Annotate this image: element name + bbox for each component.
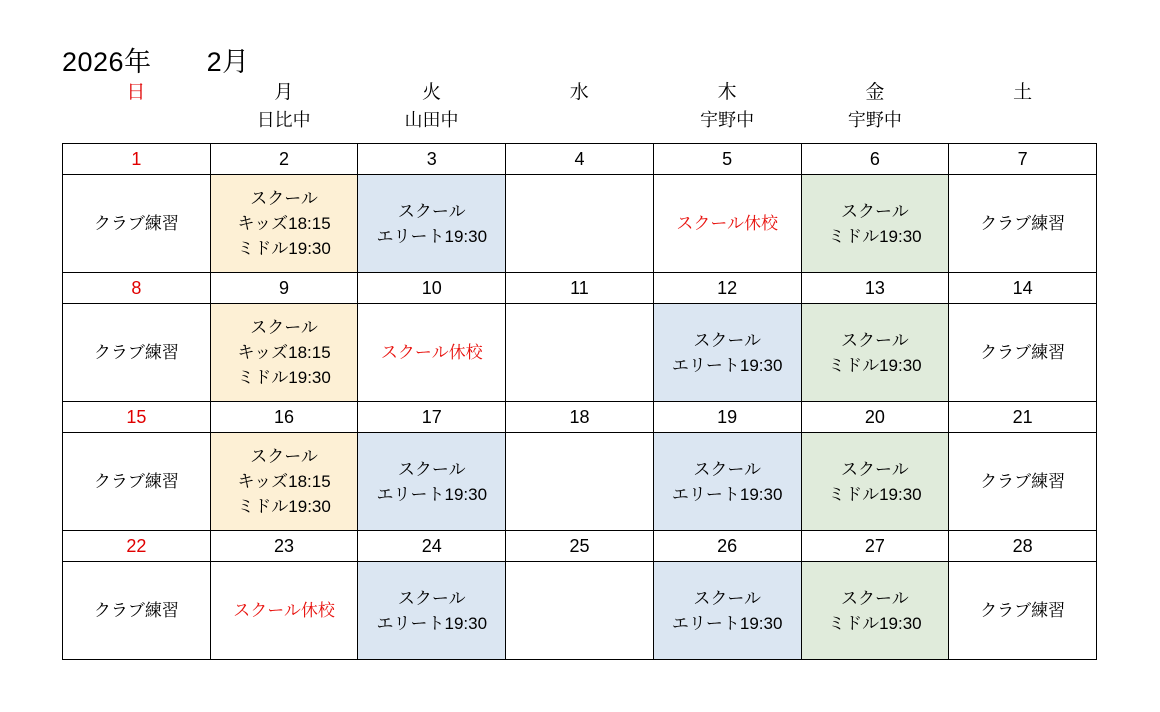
event-cell[interactable] <box>358 562 506 660</box>
event-cell[interactable] <box>506 562 654 660</box>
event-line: スクール <box>841 201 909 221</box>
header-column-4 <box>653 80 801 134</box>
event-cell[interactable] <box>210 304 358 402</box>
date-cell[interactable]: 5 <box>653 144 801 175</box>
header-column-6 <box>949 80 1097 134</box>
event-line: スクール <box>397 459 466 479</box>
event-line: キッズ18:15 <box>237 472 331 491</box>
header-dow-label: 火 <box>421 82 441 103</box>
date-number-row <box>63 273 1097 304</box>
event-line: キッズ18:15 <box>237 214 331 233</box>
header-column-1 <box>210 80 358 134</box>
date-cell[interactable]: 22 <box>63 531 211 562</box>
header-column-0 <box>62 80 210 134</box>
event-row <box>63 175 1097 273</box>
date-cell[interactable]: 18 <box>506 402 654 433</box>
event-cell[interactable] <box>63 562 211 660</box>
event-line: ミドル19:30 <box>237 497 331 516</box>
event-line: クラブ練習 <box>980 343 1066 362</box>
header-school-label <box>505 106 653 134</box>
event-line: スクール休校 <box>676 214 778 233</box>
date-cell[interactable]: 26 <box>653 531 801 562</box>
event-line: ミドル19:30 <box>828 484 922 504</box>
event-cell[interactable] <box>801 433 949 531</box>
date-number-row <box>63 402 1097 433</box>
event-row <box>63 433 1097 531</box>
header-school-label: 宇野中 <box>847 110 902 130</box>
calendar-header <box>62 80 1097 134</box>
event-line: スクール <box>841 330 909 350</box>
date-cell[interactable]: 6 <box>801 144 949 175</box>
date-cell[interactable]: 21 <box>949 402 1097 433</box>
event-cell[interactable] <box>358 304 506 402</box>
header-column-3 <box>505 80 653 134</box>
event-line: ミドル19:30 <box>237 239 331 258</box>
event-line: スクール <box>841 459 909 479</box>
date-cell[interactable]: 12 <box>653 273 801 304</box>
event-line: クラブ練習 <box>93 214 179 233</box>
event-cell[interactable] <box>949 562 1097 660</box>
calendar-table <box>62 143 1097 660</box>
header-dow-label: 水 <box>569 82 589 103</box>
event-line: スクール休校 <box>380 343 483 362</box>
event-cell[interactable] <box>358 433 506 531</box>
event-line: エリート19:30 <box>376 613 488 633</box>
event-cell[interactable] <box>949 304 1097 402</box>
event-line: スクール <box>841 588 909 608</box>
header-school-label: 日比中 <box>256 110 311 130</box>
event-line: クラブ練習 <box>980 214 1066 233</box>
date-cell[interactable]: 13 <box>801 273 949 304</box>
event-line: キッズ18:15 <box>237 343 331 362</box>
header-dow-label: 月 <box>274 82 294 103</box>
date-cell[interactable]: 28 <box>949 531 1097 562</box>
event-line: スクール休校 <box>233 601 335 620</box>
date-cell[interactable]: 11 <box>506 273 654 304</box>
header-school-label <box>949 106 1097 134</box>
event-cell[interactable] <box>949 433 1097 531</box>
event-line: エリート19:30 <box>671 613 783 633</box>
header-school-label: 宇野中 <box>700 110 755 130</box>
header-dow-label: 金 <box>865 82 885 103</box>
event-cell[interactable] <box>949 175 1097 273</box>
event-line: ミドル19:30 <box>828 355 922 375</box>
date-cell[interactable]: 9 <box>210 273 358 304</box>
event-cell[interactable] <box>506 175 654 273</box>
date-cell[interactable]: 3 <box>358 144 506 175</box>
date-cell[interactable]: 19 <box>653 402 801 433</box>
header-column-5 <box>801 80 949 134</box>
date-cell[interactable]: 24 <box>358 531 506 562</box>
date-cell[interactable]: 10 <box>358 273 506 304</box>
event-cell[interactable] <box>210 562 358 660</box>
date-number-row <box>63 531 1097 562</box>
date-cell[interactable]: 4 <box>506 144 654 175</box>
date-cell[interactable]: 2 <box>210 144 358 175</box>
event-line: スクール <box>250 189 318 208</box>
date-cell[interactable]: 27 <box>801 531 949 562</box>
event-line: ミドル19:30 <box>237 368 331 387</box>
event-line: スクール <box>397 201 466 221</box>
event-row <box>63 304 1097 402</box>
event-line: スクール <box>250 447 318 466</box>
calendar-title <box>62 40 250 79</box>
date-cell[interactable]: 20 <box>801 402 949 433</box>
calendar-month: 2月 <box>206 47 250 77</box>
event-cell[interactable] <box>63 175 211 273</box>
event-line: スクール <box>693 588 761 608</box>
header-dow-label: 木 <box>717 82 737 103</box>
date-number-row <box>63 144 1097 175</box>
event-line: スクール <box>693 330 761 350</box>
header-dow-label: 土 <box>1013 82 1033 103</box>
event-cell[interactable] <box>653 175 801 273</box>
date-cell[interactable]: 23 <box>210 531 358 562</box>
event-line: スクール <box>397 588 466 608</box>
header-school-label <box>62 106 210 134</box>
event-cell[interactable] <box>63 433 211 531</box>
event-line: クラブ練習 <box>93 343 179 362</box>
header-dow-label: 日 <box>126 82 146 103</box>
event-line: スクール <box>250 318 318 337</box>
event-line: ミドル19:30 <box>828 613 922 633</box>
calendar-body <box>63 144 1097 660</box>
event-line: エリート19:30 <box>376 484 488 504</box>
date-cell[interactable]: 25 <box>506 531 654 562</box>
date-cell[interactable]: 14 <box>949 273 1097 304</box>
event-line: エリート19:30 <box>376 226 488 246</box>
date-cell[interactable]: 7 <box>949 144 1097 175</box>
event-cell[interactable] <box>801 304 949 402</box>
date-cell[interactable]: 17 <box>358 402 506 433</box>
calendar-year: 2026年 <box>62 47 152 77</box>
event-line: エリート19:30 <box>671 484 783 504</box>
event-line: スクール <box>693 459 761 479</box>
date-cell[interactable]: 1 <box>63 144 211 175</box>
header-column-2 <box>358 80 506 134</box>
event-cell[interactable] <box>801 562 949 660</box>
event-cell[interactable] <box>801 175 949 273</box>
event-cell[interactable] <box>506 304 654 402</box>
event-cell[interactable] <box>653 562 801 660</box>
event-cell[interactable] <box>210 175 358 273</box>
event-cell[interactable] <box>210 433 358 531</box>
event-line: クラブ練習 <box>93 472 179 491</box>
header-school-label: 山田中 <box>404 110 459 130</box>
event-cell[interactable] <box>506 433 654 531</box>
event-line: クラブ練習 <box>980 601 1066 620</box>
event-line: クラブ練習 <box>980 472 1066 491</box>
event-line: ミドル19:30 <box>828 226 922 246</box>
date-cell[interactable]: 15 <box>63 402 211 433</box>
event-cell[interactable] <box>63 304 211 402</box>
event-line: クラブ練習 <box>93 601 179 620</box>
event-row <box>63 562 1097 660</box>
date-cell[interactable]: 16 <box>210 402 358 433</box>
event-line: エリート19:30 <box>671 355 783 375</box>
event-cell[interactable] <box>653 433 801 531</box>
date-cell[interactable]: 8 <box>63 273 211 304</box>
event-cell[interactable] <box>653 304 801 402</box>
event-cell[interactable] <box>358 175 506 273</box>
